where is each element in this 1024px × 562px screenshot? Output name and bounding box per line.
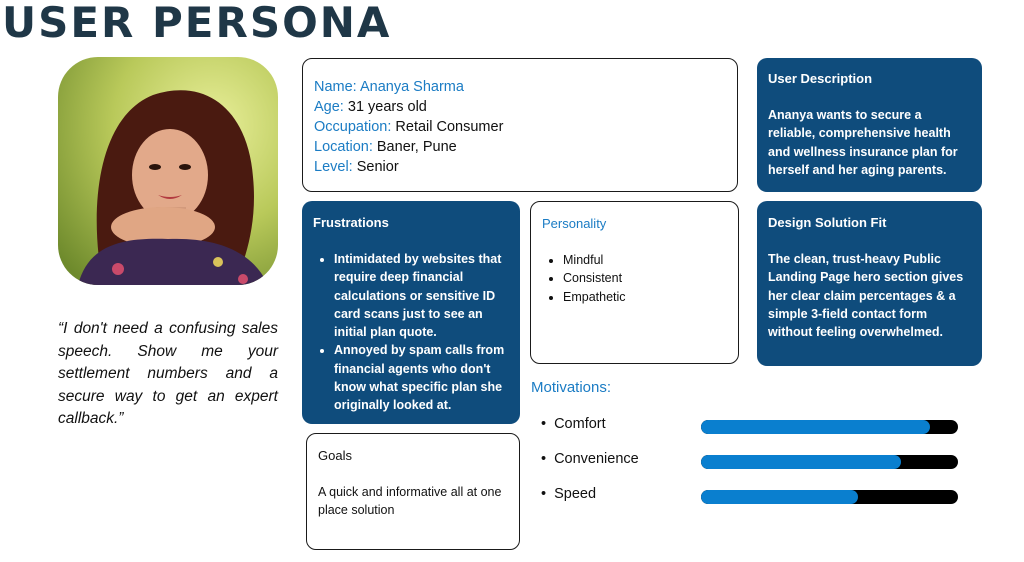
goals-text: A quick and informative all at one place solution xyxy=(318,485,502,518)
location-row xyxy=(314,137,737,157)
design-fit-text: The clean, trust-heavy Public Landing Page hero section gives her clear claim percentages & a simple 3-field contact form without feeling overwhelmed. xyxy=(768,252,964,340)
occupation-row xyxy=(314,117,737,137)
design-fit-card xyxy=(757,201,982,366)
name-label: Name: xyxy=(314,79,357,95)
user-description-card xyxy=(757,58,982,192)
personality-list xyxy=(542,251,738,306)
location-label: Location: xyxy=(314,139,373,155)
name-value: Ananya Sharma xyxy=(359,79,464,95)
motivations-heading: Motivations: xyxy=(531,379,612,396)
motivation-bar-fill xyxy=(701,455,901,469)
personality-heading: Personality xyxy=(542,216,607,231)
goals-heading: Goals xyxy=(318,448,352,463)
occupation-value: Retail Consumer xyxy=(395,119,504,135)
age-row xyxy=(314,97,737,117)
level-value: Senior xyxy=(356,159,399,175)
user-description-text: Ananya wants to secure a reliable, comprehensive health and wellness insurance plan for herself and her aging parents. xyxy=(768,108,958,177)
list-item: • Annoyed by spam calls from financial agents who don't know what specific plan she originally looked at. xyxy=(334,341,510,414)
motivation-label: • Speed xyxy=(541,486,596,502)
occupation-label: Occupation: xyxy=(314,119,392,135)
age-value: 31 years old xyxy=(347,99,427,115)
identity-card xyxy=(302,58,738,192)
motivation-bar xyxy=(701,455,958,469)
level-row xyxy=(314,157,737,177)
page-title: USER PERSONA xyxy=(2,0,392,47)
motivation-bar-fill xyxy=(701,420,930,434)
level-label: Level: xyxy=(314,159,353,175)
motivation-row xyxy=(541,486,961,506)
list-item: • Intimidated by websites that require deep financial calculations or sensitive ID card scans just to see an initial plan quote. xyxy=(334,250,510,341)
user-description-heading: User Description xyxy=(768,71,873,86)
location-value: Baner, Pune xyxy=(376,139,457,155)
motivation-bar-fill xyxy=(701,490,858,504)
motivation-bar xyxy=(701,490,958,504)
list-item: • Empathetic xyxy=(563,288,738,306)
motivation-label: • Convenience xyxy=(541,451,639,467)
persona-photo xyxy=(58,57,278,285)
persona-quote: “I don't need a confusing sales speech. Show me your settlement numbers and a secure way to get an expert callback.” xyxy=(58,320,278,427)
motivation-row xyxy=(541,416,961,436)
personality-card xyxy=(530,201,739,364)
design-fit-heading: Design Solution Fit xyxy=(768,215,887,230)
motivation-bar xyxy=(701,420,958,434)
frustrations-card xyxy=(302,201,520,424)
goals-card xyxy=(306,433,520,550)
age-label: Age: xyxy=(314,99,344,115)
frustrations-heading: Frustrations xyxy=(313,215,389,230)
list-item: • Consistent xyxy=(563,269,738,287)
motivation-row xyxy=(541,451,961,471)
frustrations-list xyxy=(313,250,510,415)
name-row xyxy=(314,77,737,97)
list-item: • Mindful xyxy=(563,251,738,269)
motivation-label: • Comfort xyxy=(541,416,606,432)
